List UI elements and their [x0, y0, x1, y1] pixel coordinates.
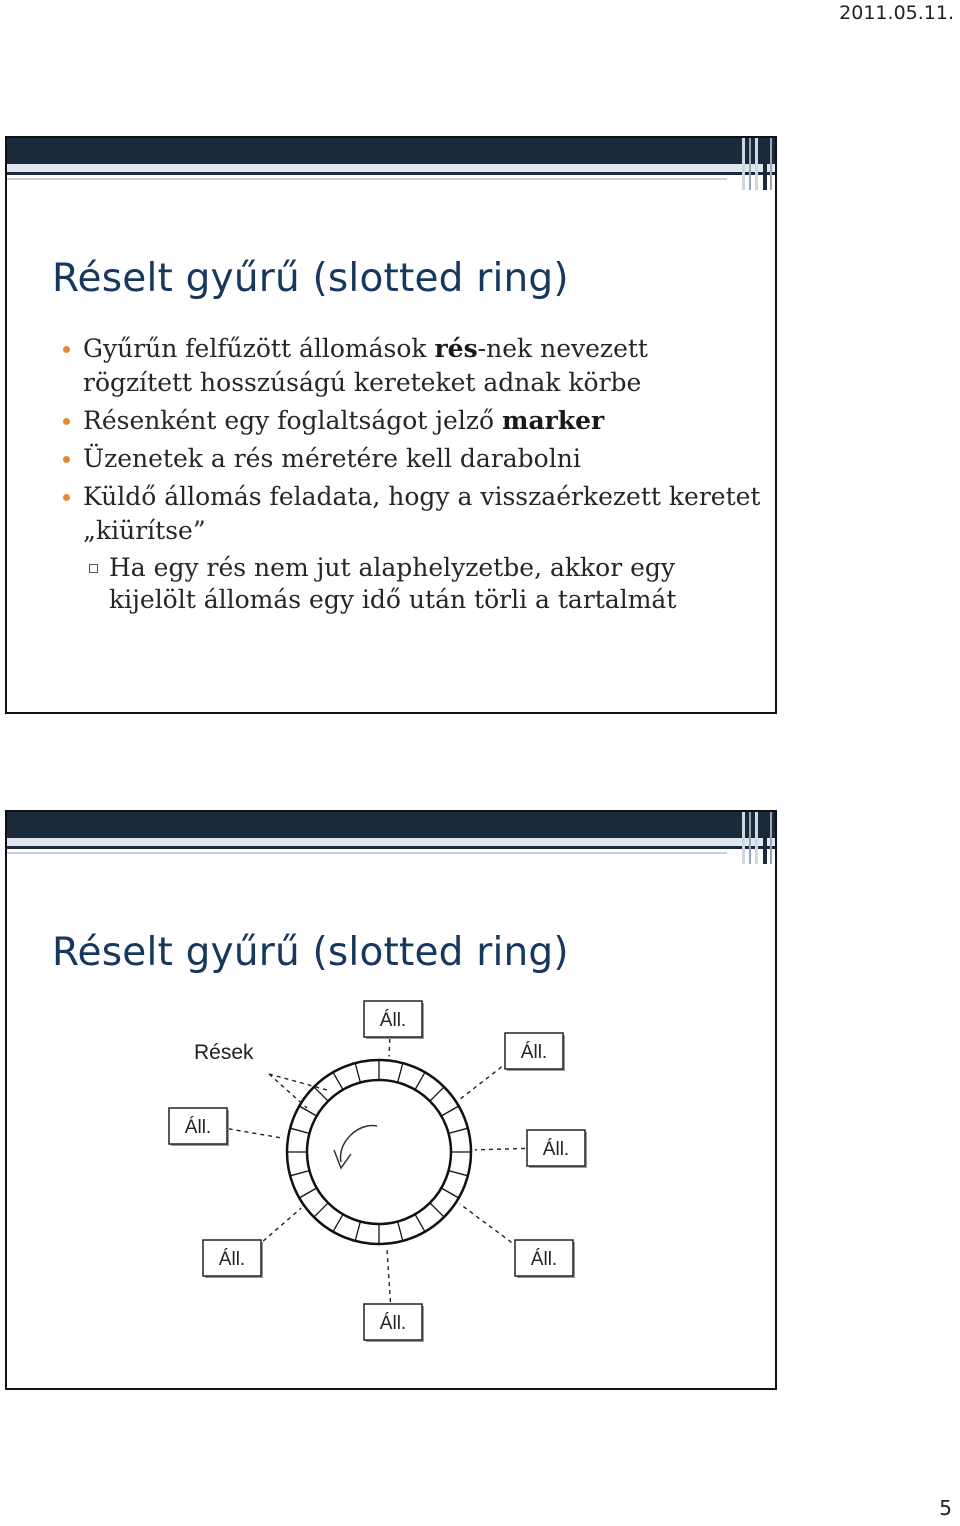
slot-divider [449, 1128, 468, 1133]
sub-bullet-item: Ha egy rés nem jut alaphelyzetbe, akkor egy kijelölt állomás egy idő után törli a tartalmát [63, 552, 763, 616]
station-label: Áll. [379, 1313, 407, 1334]
slot-divider [441, 1106, 458, 1116]
slide-1 [5, 136, 777, 714]
page-date: 2011.05.11. [839, 2, 954, 24]
rotation-arrow-icon [334, 1125, 377, 1168]
slide-header-bar [7, 138, 775, 190]
station-connector [460, 1204, 518, 1247]
station-label: Áll. [542, 1139, 570, 1160]
station-connector [389, 1039, 390, 1057]
bullet-item: Résenként egy foglaltságot jelző marker [63, 404, 763, 438]
slot-divider [299, 1188, 316, 1198]
station-box [169, 1108, 229, 1146]
station-box [505, 1033, 565, 1071]
station-label: Áll. [218, 1249, 246, 1270]
slot-divider [333, 1214, 343, 1231]
station-connector [387, 1248, 391, 1302]
station-connector [257, 1208, 301, 1246]
station-box [364, 1304, 424, 1342]
connector-lines [229, 1039, 525, 1302]
station-box [527, 1130, 587, 1168]
station-label: Áll. [530, 1249, 558, 1270]
slide-title: Réselt gyűrű (slotted ring) [52, 930, 569, 975]
slot-divider [441, 1188, 458, 1198]
station-connector [229, 1129, 284, 1139]
ring-inner [307, 1080, 451, 1224]
station-label: Áll. [184, 1117, 212, 1138]
slot-divider [430, 1203, 444, 1217]
station-connector [475, 1148, 525, 1149]
station-label: Áll. [520, 1042, 548, 1063]
bullet-item: Üzenetek a rés méretére kell darabolni [63, 442, 763, 476]
station-label: Áll. [379, 1010, 407, 1031]
slot-divider [299, 1106, 316, 1116]
slot-divider [449, 1171, 468, 1176]
slot-divider [355, 1222, 360, 1241]
station-box [364, 1001, 424, 1039]
slot-divider [290, 1171, 309, 1176]
slide-2 [5, 810, 777, 1390]
slot-divider [415, 1214, 425, 1231]
slide-title: Réselt gyűrű (slotted ring) [52, 256, 569, 301]
bullet-list [63, 332, 763, 620]
slotted-ring-diagram [7, 812, 779, 1392]
bullet-item: Gyűrűn felfűzött állomások rés-nek nevezett rögzített hosszúságú kereteket adnak körbe [63, 332, 763, 400]
page-number: 5 [939, 1496, 952, 1520]
ring [287, 1060, 471, 1244]
bullet-item: Küldő állomás feladata, hogy a visszaérkezett keretet „kiürítse” [63, 480, 763, 548]
station-box [515, 1240, 575, 1278]
slot-divider [398, 1222, 403, 1241]
slot-divider [398, 1063, 403, 1082]
slot-divider [415, 1072, 425, 1089]
station-box [203, 1240, 263, 1278]
slot-divider [333, 1072, 343, 1089]
slots-label: Rések [194, 1041, 254, 1064]
slot-divider [430, 1087, 444, 1101]
slot-divider [314, 1203, 328, 1217]
slot-divider [355, 1063, 360, 1082]
slot-divider [290, 1128, 309, 1133]
station-connector [459, 1062, 508, 1100]
